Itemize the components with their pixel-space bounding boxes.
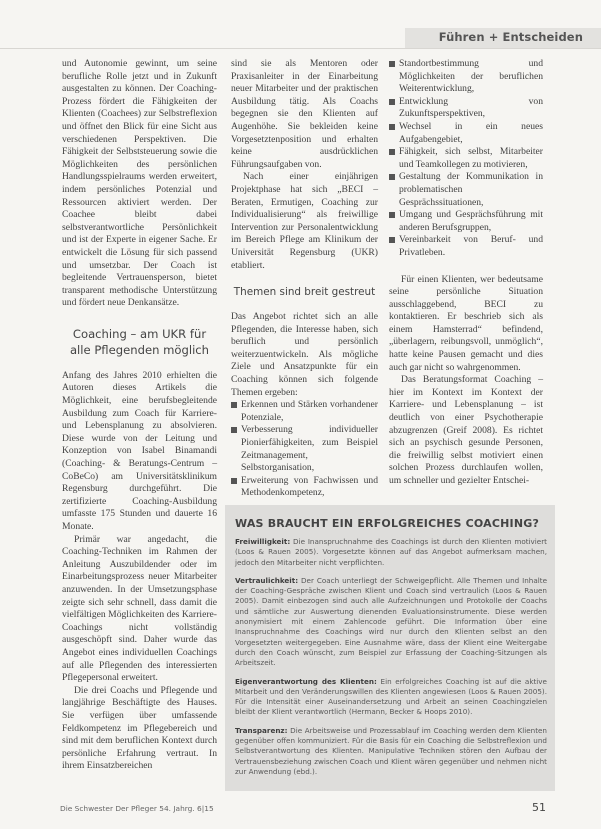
bullet-square-icon (231, 478, 237, 484)
info-item (235, 726, 547, 777)
info-box-title: WAS BRAUCHT EIN ERFOLGREICHES COACHING? (235, 517, 540, 530)
info-item (235, 576, 547, 669)
bullet-square-icon (389, 174, 395, 180)
bullet-list (231, 399, 378, 500)
paragraph: und Autonomie gewinnt, um seine berufliche Rolle jetzt und in Zukunft ausgestalten zu können. Der Coaching-Prozess fördert die Fähigkeiten der Klienten (Coachees) zur Selbstreflexion und öffnet den Blick für eine Sicht aus verschiedenen Perspektiven. Die Fähigkeit der Selbststeuerung sowie die Möglichkeiten des persönlichen Handlungsspielraums werden erweitert, indem persönliches Potenzial und Ressourcen aktiviert werden. Der Coachee bleibt dabei selbstverantwortliche Persönlichkeit und ist der Experte in eigener Sache. Er entwickelt die Lösung für sich passend und umsetzbar. Der Coach ist begleitende Vertrauensperson, bietet transparent methodische Unterstützung und fördert neue Denkansätze. (62, 58, 217, 309)
section-heading: Coaching – am UKR für alle Pflegenden möglich (69, 326, 210, 357)
info-item-label: Eigenverantwortung des Klienten: (235, 676, 377, 686)
footer-journal: Die Schwester Der Pfleger 54. Jahrg. 6|15 (60, 804, 214, 813)
bullet-square-icon (231, 402, 237, 408)
info-item-label: Transparenz: (235, 725, 288, 735)
column-3 (389, 58, 543, 488)
paragraph: Die drei Coachs und Pflegende und langjährige Beschäftigte des Hauses. Sie verfügen über umfassende Feldkompetenz im Pflegebereich und sind mit dem beruflichen Kontext durch persönliche Erfahrung vertraut. In ihrem Einsatzbereichen (62, 684, 217, 772)
info-item-label: Freiwilligkeit: (235, 537, 291, 546)
header-divider (0, 48, 601, 49)
list-item: Entwicklung von Zukunftsperspektiven, (389, 96, 543, 121)
page-header (0, 0, 601, 48)
info-box (225, 505, 555, 791)
section-title: Führen + Entscheiden (438, 30, 583, 44)
info-box-body (235, 537, 547, 785)
page-number: 51 (532, 801, 546, 814)
list-item: Erweiterung von Fachwissen und Methodenkompetenz, (231, 475, 378, 500)
list-item: Fähigkeit, sich selbst, Mitarbeiter und Teamkollegen zu motivieren, (389, 146, 543, 171)
list-item: Wechsel in ein neues Aufgabengebiet, (389, 121, 543, 146)
paragraph: Für einen Klienten, wer bedeutsame seine persönliche Situation ausschlaggebend, BECI zu kontaktieren. Er beschrieb sich als einem Hamsterrad“ befindend, „überlagern, reibungsvoll, unmöglich“, hatte keine Pausen gemacht und dies auch gar nicht so wahrgenommen. (389, 273, 543, 373)
info-item-text: Die Inanspruchnahme des Coachings ist durch den Klienten motiviert (Loos & Rauen 2005). Vorgesetzte können auf das Angebot aufmerksam machen, jedoch den Mitarbeiter nicht verpflichten. (235, 537, 547, 567)
info-item-label: Vertraulichkeit: (235, 575, 299, 585)
bullet-square-icon (389, 61, 395, 67)
info-item (235, 537, 547, 568)
paragraph: sind sie als Mentoren oder Praxisanleiter in der Einarbeitung neuer Mitarbeiter und der praktischen Ausbildung tätig. Als Coachs begegnen sie den Klienten auf Augenhöhe. Sie bekleiden keine Vorgesetztenposition und erhalten keine ausdrücklichen Führungsaufgaben von. (231, 58, 378, 170)
info-item-text: Ein erfolgreiches Coaching ist auf die aktive Mitarbeit und den Veränderungswillen des Klienten angewiesen (Loos & Rauen 2005). Für die Intensität einer Auseinandersetzung und Arbeit an seinen Coachingzielen bleibt der Klient verantwortlich (Hermann, Becker & Hoops 2010). (235, 676, 547, 717)
section-heading: Themen sind breit gestreut (233, 286, 376, 299)
list-item: Erkennen und Stärken vorhandener Potenziale, (231, 399, 378, 424)
bullet-list (389, 58, 543, 260)
paragraph: Nach einer einjährigen Projektphase hat sich „BECI – Beraten, Ermutigen, Coaching zur Individualisierung“ als freiwillige Intervention zur Personalentwicklung im Bereich Pflege am Klinikum der Universität Regensburg (UKR) etabliert. (231, 171, 378, 271)
bullet-square-icon (389, 149, 395, 155)
column-2 (231, 58, 378, 500)
info-item-text: Der Coach unterliegt der Schweigepflicht. Alle Themen und Inhalte der Coaching-Gespräche zwischen Klient und Coach sind vertraulich (Loos & Rauen 2005). Damit einbezogen sind auch alle Aufzeichnungen und Protokolle der Coachs und sämtliche zur Auswertung dienenden Evaluationsinstrumente. Diese werden anonymisiert mit einem Zahlencode geführt. Die Information über eine Inanspruchnahme des Coachings wird nur durch den Klienten selbst an den Vorgesetzten weitergegeben. Eine Ausnahme wäre, dass der Klient eine Weitergabe durch den Coach wünscht, zum Beispiel zur Erfassung der Coaching-Sitzungen als Arbeitszeit. (235, 575, 547, 668)
bullet-square-icon (389, 212, 395, 218)
list-item: Standortbestimmung und Möglichkeiten der beruflichen Weiterentwicklung, (389, 58, 543, 96)
paragraph: Primär war angedacht, die Coaching-Techniken im Rahmen der Anleitung Auszubildender oder im Einarbeitungsprozess neuer Mitarbeiter anzuwenden. In der Umsetzungsphase zeigte sich sehr schnell, dass damit die vielfältigen Möglichkeiten des Karriere-Coachings nicht vollständig ausgeschöpft sind. Daher wurde das Angebot eines individuellen Coachings auf alle Pflegenden des interessierten Pflegepersonal erweitert. (62, 533, 217, 684)
paragraph: Anfang des Jahres 2010 erhielten die Autoren dieses Artikels die Möglichkeit, eine berufsbegleitende Ausbildung zum Coach für Karriere- und Lebensplanung zu absolvieren. Diese wurde von der Leitung und Konzeption von Isabel Binamandi (Coaching- & Beratungs-Centrum – CoBeCo) am Universitätsklinikum Regensburg durchgeführt. Die zertifizierte Coaching-Ausbildung umfasste 175 Stunden und dauerte 16 Monate. (62, 369, 217, 532)
bullet-square-icon (389, 237, 395, 243)
paragraph: Das Beratungsformat Coaching – hier im Kontext im Kontext der Karriere- und Lebensplanung – ist deutlich von einer Psychotherapie abzugrenzen (Greif 2008). Es richtet sich an psychisch gesunde Personen, die freiwillig selbst motiviert einen solchen Prozess durchlaufen wollen, um schneller und gezielter Entschei- (389, 374, 543, 486)
list-item: Verbesserung individueller Pionierfähigkeiten, zum Beispiel Zeitmanagement, Selbstorganisation, (231, 424, 378, 474)
paragraph: Das Angebot richtet sich an alle Pflegenden, die Interesse haben, sich beruflich und persönlich weiterzuentwickeln. Als mögliche Ziele und Ansatzpunkte für ein Coaching können sich folgende Themen ergeben: (231, 311, 378, 398)
bullet-square-icon (389, 124, 395, 130)
info-item (235, 677, 547, 718)
list-item: Vereinbarkeit von Beruf- und Privatleben. (389, 234, 543, 259)
bullet-square-icon (389, 99, 395, 105)
list-item: Umgang und Gesprächsführung mit anderen Berufsgruppen, (389, 209, 543, 234)
bullet-square-icon (231, 427, 237, 433)
column-1 (62, 58, 217, 773)
list-item: Gestaltung der Kommunikation in problematischen Gesprächssituationen, (389, 171, 543, 209)
info-item-text: Die Arbeitsweise und Prozessablauf im Coaching werden dem Klienten gegenüber offen kommuniziert. Für die Basis für ein Coaching die Selbstreflexion und Selbstverantwortung des Klienten. Manipulative Techniken stören den Aufbau der Vertrauensbeziehung zwischen Coach und Klient wären gegenüber und nehmen nicht zur Anwendung (ebd.). (235, 725, 547, 776)
